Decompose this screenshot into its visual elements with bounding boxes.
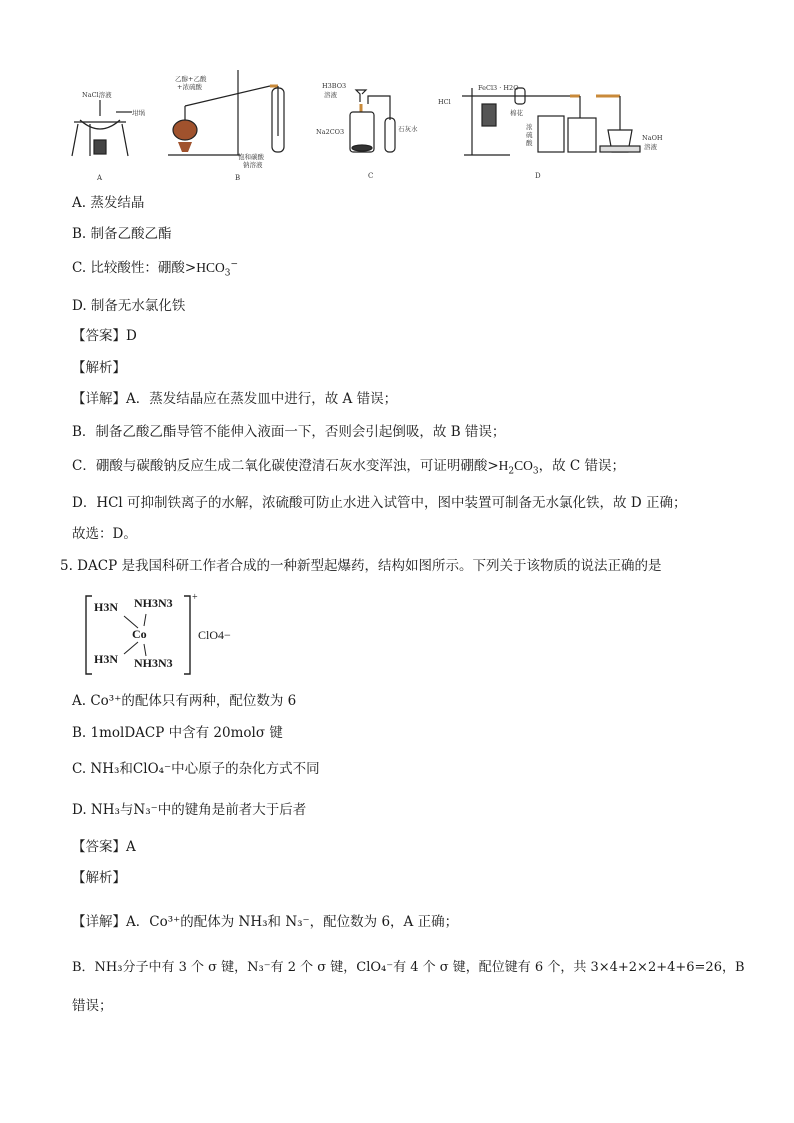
q4-detail-c	[72, 457, 625, 475]
q4-detail-c-pre: C．硼酸与碳酸钠反应生成二氧化碳使澄清石灰水变浑浊，可证明硼酸>	[72, 458, 499, 474]
q5-detail-a: 【详解】A．Co³⁺的配体为 NH₃和 N₃⁻，配位数为 6，A 正确；	[72, 914, 459, 930]
q4-detail-c-s1: 2	[508, 466, 515, 477]
q4-option-d: D. 制备无水氯化铁	[72, 298, 186, 314]
q4-analysis-tag: 【解析】	[72, 360, 126, 376]
b-reagent-line2: +浓硫酸	[177, 83, 202, 91]
d-gas-label: HCl	[438, 98, 451, 106]
a-crucible-label: 坩埚	[132, 109, 145, 117]
q5-option-d: D. NH₃与N₃⁻中的键角是前者大于后者	[72, 802, 307, 818]
dacp-ligand-br: NH3N3	[134, 656, 173, 670]
d-dry-line1: 浓	[526, 123, 533, 131]
q4-detail-c-s2: 3	[532, 466, 539, 477]
q4-detail-c-f2: CO	[514, 458, 533, 473]
dacp-ligand-tr: NH3N3	[134, 596, 173, 610]
q5-answer	[72, 838, 136, 856]
d-absorb-line2: 溶液	[644, 143, 657, 151]
a-solution-label: NaCl溶液	[82, 91, 112, 99]
q5-option-b: B. 1molDACP 中含有 20molσ 键	[72, 725, 283, 741]
dacp-ligand-bl: H3N	[94, 652, 118, 666]
q4-option-c-sup: −	[230, 259, 239, 270]
b-reagent-line1: 乙醇+乙酸	[175, 75, 207, 83]
q4-option-c	[72, 259, 238, 277]
q5-detail-b2: 错误；	[72, 998, 113, 1014]
q4-detail-c-post: ，故 C 错误；	[538, 458, 626, 474]
c-flask-label: Na2CO3	[316, 128, 345, 136]
d-cotton-label: 棉花	[510, 109, 523, 117]
q5-option-c: C. NH₃和ClO₄⁻中心原子的杂化方式不同	[72, 761, 320, 777]
q4-option-a: A. 蒸发结晶	[72, 195, 145, 211]
c-tube-label: 石灰水	[398, 125, 418, 133]
dacp-ligand-tl: H3N	[94, 600, 118, 614]
apparatus-figure	[60, 60, 740, 190]
q4-detail-a: 【详解】A．蒸发结晶应在蒸发皿中进行，故 A 错误；	[72, 391, 398, 407]
figure-label-b: B	[235, 174, 241, 182]
dacp-charge: +	[192, 592, 198, 603]
figure-label-c: C	[368, 172, 374, 180]
q5-detail-b1: B．NH₃分子中有 3 个 σ 键，N₃⁻有 2 个 σ 键，ClO₄⁻有 4 个 σ 键，配位键有 6 个，共 3×4+2×2+4+6=26，B	[72, 960, 745, 975]
q4-option-c-formula: HCO	[196, 260, 225, 275]
q5-answer-tag: 【答案】	[72, 839, 126, 855]
q4-option-b: B. 制备乙酸乙酯	[72, 226, 172, 242]
figure-label-d: D	[535, 172, 541, 180]
dacp-anion: ClO4−	[198, 628, 231, 642]
d-solid-label: FeCl3 · H2O	[478, 84, 519, 92]
b-receiver-line2: 钠溶液	[243, 161, 263, 169]
apparatus-d	[462, 88, 640, 155]
q5-answer-value: A	[126, 839, 136, 855]
q4-option-c-prefix: C. 比较酸性：硼酸>	[72, 260, 197, 276]
q4-answer	[72, 327, 137, 345]
b-receiver-line1: 饱和碳酸	[238, 153, 264, 161]
q4-conclusion: 故选：D。	[72, 526, 137, 542]
q4-answer-value: D	[126, 328, 137, 344]
d-dry-line3: 酸	[526, 139, 533, 147]
apparatus-c	[350, 90, 395, 152]
c-top-line2: 溶液	[324, 91, 337, 99]
figure-label-a: A	[97, 174, 103, 182]
d-absorb-line1: NaOH	[642, 134, 663, 142]
q5-analysis-tag: 【解析】	[72, 870, 126, 886]
q5-option-a: A. Co³⁺的配体只有两种，配位数为 6	[72, 693, 297, 709]
q4-answer-tag: 【答案】	[72, 328, 126, 344]
d-dry-line2: 硫	[526, 131, 533, 139]
dacp-structure	[84, 594, 244, 676]
c-top-line1: H3BO3	[322, 82, 347, 90]
q4-detail-c-f1: H	[498, 458, 509, 473]
q5-stem: 5. DACP 是我国科研工作者合成的一种新型起爆药，结构如图所示。下列关于该物质的说法正确的是	[60, 558, 662, 574]
q4-detail-d: D．HCl 可抑制铁离子的水解，浓硫酸可防止水进入试管中，图中装置可制备无水氯化铁，故 D 正确；	[72, 495, 687, 511]
dacp-center-co: Co	[132, 627, 147, 641]
apparatus-a	[72, 100, 132, 156]
q4-option-c-sub: 3	[224, 268, 231, 279]
q4-detail-b: B．制备乙酸乙酯导管不能伸入液面一下，否则会引起倒吸，故 B 错误；	[72, 424, 506, 440]
